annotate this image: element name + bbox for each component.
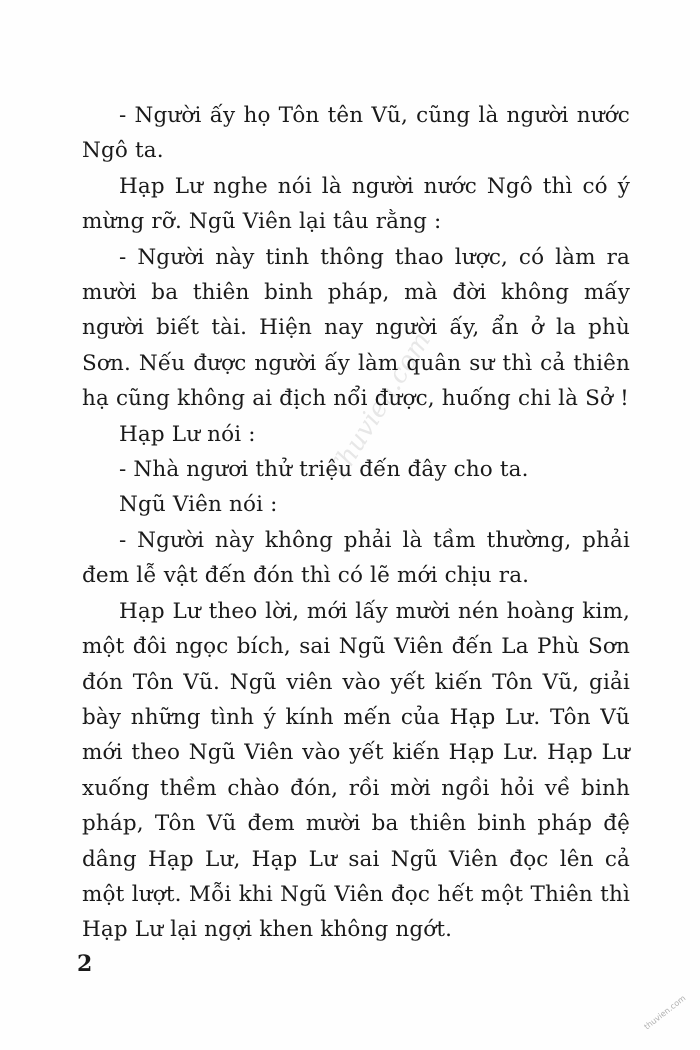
- body-text: [82, 98, 630, 948]
- paragraph-3: - Người này tinh thông thao lược, có làm ra mười ba thiên binh pháp, mà đời không mấy người biết tài. Hiện nay người ấy, ẩn ở la phù Sơn. Nếu được người ấy làm quân sư thì cả thiên hạ cũng không ai địch nổi được, huống chi là Sở !: [82, 244, 630, 412]
- paragraph-6: Ngũ Viên nói :: [119, 492, 278, 518]
- paragraph-2: Hạp Lư nghe nói là người nước Ngô thì có ý mừng rỡ. Ngũ Viên lại tâu rằng :: [82, 173, 630, 235]
- corner-watermark: thuvien.com: [642, 993, 688, 1032]
- paragraph-8: Hạp Lư theo lời, mới lấy mười nén hoàng kim, một đôi ngọc bích, sai Ngũ Viên đến La Phù Sơn đón Tôn Vũ. Ngũ viên vào yết kiến Tôn Vũ, giải bày những tình ý kính mến của Hạp Lư. Tôn Vũ mới theo Ngũ Viên vào yết kiến Hạp Lư. Hạp Lư xuống thềm chào đón, rồi mời ngồi hỏi về binh pháp, Tôn Vũ đem mười ba thiên binh pháp đệ dâng Hạp Lư, Hạp Lư sai Ngũ Viên đọc lên cả một lượt. Mỗi khi Ngũ Viên đọc hết một Thiên thì Hạp Lư lại ngợi khen không ngớt.: [82, 598, 630, 943]
- page-number: 2: [77, 951, 93, 977]
- paragraph-1: - Người ấy họ Tôn tên Vũ, cũng là người nước Ngô ta.: [82, 103, 630, 164]
- paragraph-7: - Người này không phải là tầm thường, phải đem lễ vật đến đón thì có lẽ mới chịu ra.: [82, 527, 630, 589]
- paragraph-4: Hạp Lư nói :: [119, 421, 256, 447]
- paragraph-5: - Nhà ngươi thử triệu đến đây cho ta.: [119, 457, 529, 483]
- watermark: Thuvien.com: [322, 326, 438, 486]
